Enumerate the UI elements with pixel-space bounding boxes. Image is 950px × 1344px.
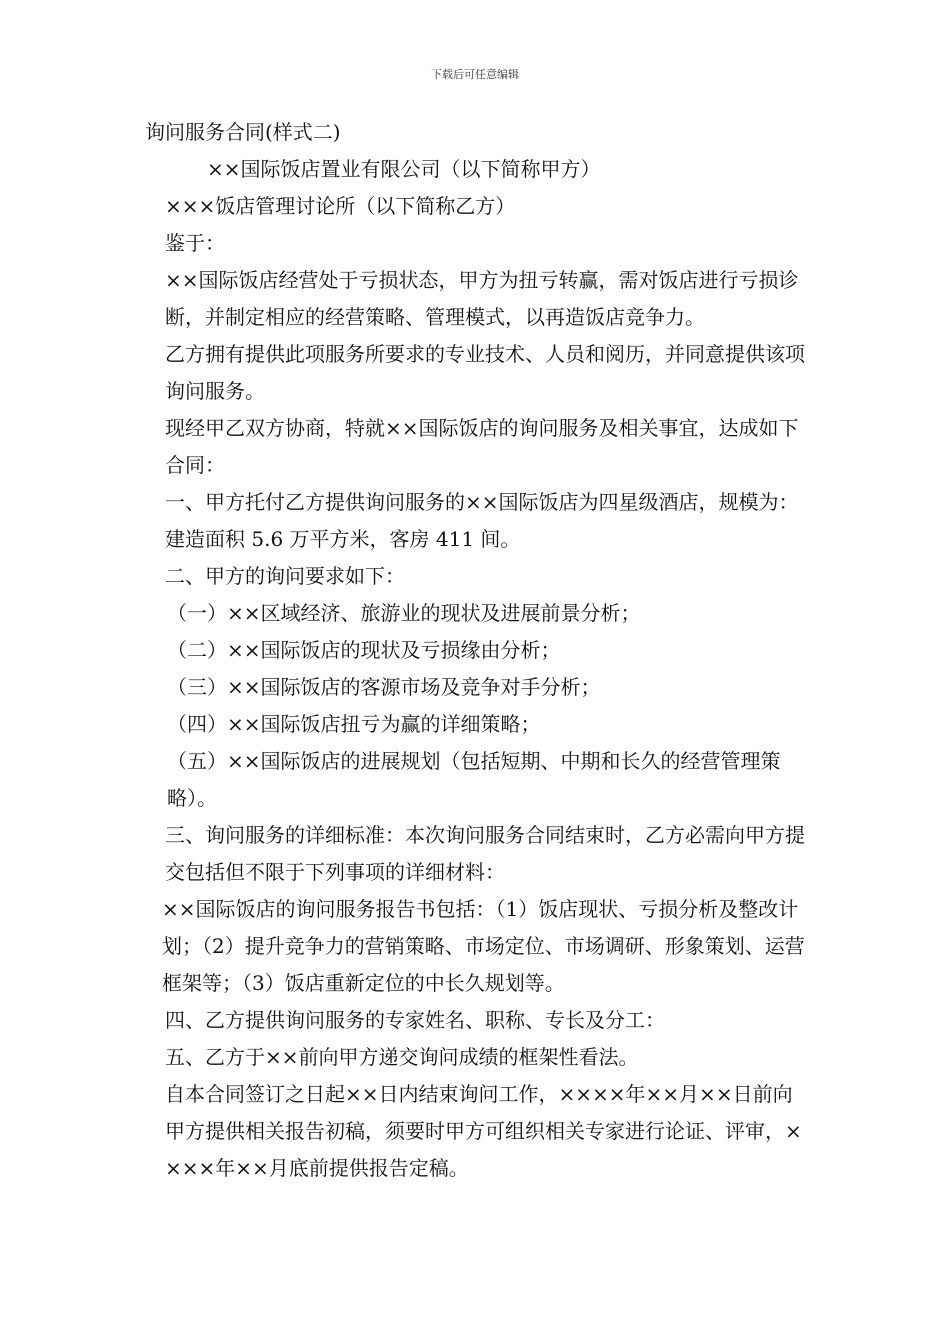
paragraph-qualification: 乙方拥有提供此项服务所要求的专业技术、人员和阅历，并同意提供该项询问服务。	[165, 342, 805, 403]
party-a-line: ××国际饭店置业有限公司（以下简称甲方）	[207, 157, 601, 181]
requirement-item: （五）××国际饭店的进展规划（包括短期、中期和长久的经营管理策略）。	[167, 749, 781, 810]
document-title: 询问服务合同(样式二)	[145, 120, 341, 144]
paragraph-background: ××国际饭店经营处于亏损状态，甲方为扭亏转赢，需对饭店进行亏损诊断，并制定相应的经营策略、管理模式，以再造饭店竞争力。	[165, 268, 799, 329]
paragraph-schedule: 自本合同签订之日起××日内结束询问工作，××××年××月××日前向甲方提供相关报告初稿，须要时甲方可组织相关专家进行论证、评审，××××年××月底前提供报告定稿。	[165, 1082, 802, 1180]
report-contents: ××国际饭店的询问服务报告书包括：（1）饭店现状、亏损分析及整改计划；（2）提升竞争力的营销策略、市场定位、市场调研、形象策划、运营框架等；（3）饭店重新定位的中长久规划等。	[162, 897, 805, 995]
page-header-note: 下载后可任意编辑	[431, 68, 519, 81]
requirement-item: （四）××国际饭店扭亏为赢的详细策略；	[167, 712, 541, 736]
paragraph-agreement: 现经甲乙双方协商，特就××国际饭店的询问服务及相关事宜，达成如下合同：	[165, 416, 799, 477]
whereas-heading: 鉴于：	[165, 231, 225, 255]
requirement-item: （二）××国际饭店的现状及亏损缘由分析；	[167, 638, 561, 662]
requirement-item: （三）××国际饭店的客源市场及竞争对手分析；	[167, 675, 601, 699]
clause-four: 四、乙方提供询问服务的专家姓名、职称、专长及分工：	[165, 1008, 665, 1032]
contract-document	[145, 114, 810, 1187]
clause-five: 五、乙方于××前向甲方递交询问成绩的框架性看法。	[165, 1045, 639, 1069]
clause-one: 一、甲方托付乙方提供询问服务的××国际饭店为四星级酒店，规模为：建造面积 5.6 万平方米，客房 411 间。	[165, 490, 799, 551]
party-b-line: ×××饭店管理讨论所（以下简称乙方）	[165, 194, 516, 218]
clause-two: 二、甲方的询问要求如下：	[165, 564, 405, 588]
requirement-item: （一）××区域经济、旅游业的现状及进展前景分析；	[167, 601, 641, 625]
clause-three: 三、询问服务的详细标准：本次询问服务合同结束时，乙方必需向甲方提交包括但不限于下列事项的详细材料：	[165, 823, 805, 884]
